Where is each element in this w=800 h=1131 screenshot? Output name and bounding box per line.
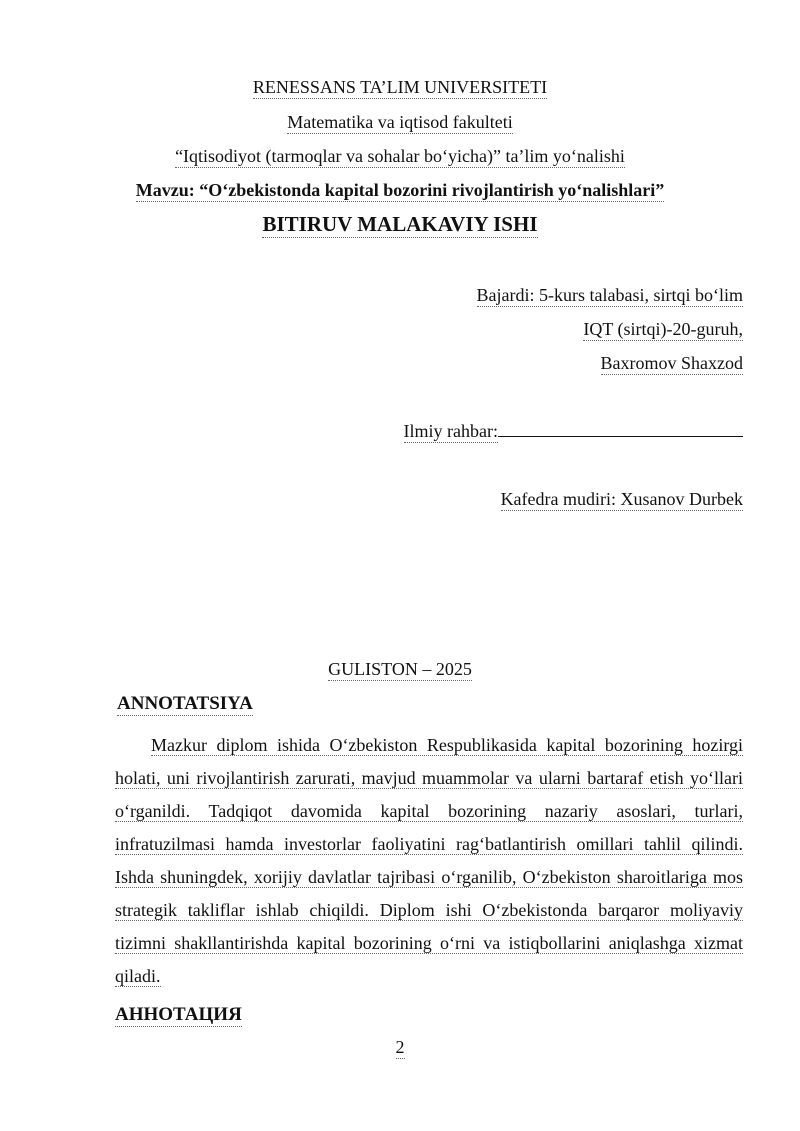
faculty-name: Matematika va iqtisod fakulteti xyxy=(287,112,513,132)
study-direction: “Iqtisodiyot (tarmoqlar va sohalar bo‘yicha)” ta’lim yo‘nalishi xyxy=(175,146,625,166)
university-name: RENESSANS TA’LIM UNIVERSITETI xyxy=(252,77,548,97)
thesis-topic: Mavzu: “O‘zbekistonda kapital bozorini rivojlantirish yo‘nalishlari” xyxy=(135,180,665,200)
page-number: 2 xyxy=(395,1037,405,1057)
signature-blank-line xyxy=(498,420,743,437)
city-year: GULISTON – 2025 xyxy=(328,659,472,679)
work-type-title: BITIRUV MALAKAVIY ISHI xyxy=(262,212,538,236)
author-name: Baxromov Shaxzod xyxy=(600,353,743,373)
author-line-1: Bajardi: 5-kurs talabasi, sirtqi bo‘lim xyxy=(476,285,743,305)
head-of-department: Kafedra mudiri: Xusanov Durbek xyxy=(500,489,743,509)
annotation-ru-heading: АННОТАЦИЯ xyxy=(115,1004,242,1025)
annotation-paragraph: Mazkur diplom ishida O‘zbekiston Respublikasida kapital bozorining hozirgi holati, uni rivojlantirish zarurati, mavjud muammolar va ularni bartaraf etish yo‘llari o‘rganildi. Tadqiqot davomida kapital bozorining nazariy asoslari, turlari, infratuzilmasi hamda investorlar faoliyatini rag‘batlantirish omillari tahlil qilindi. Ishda shuningdek, xorijiy davlatlar tajribasi o‘rganilib, O‘zbekiston sharoitlariga mos strategik takliflar ishlab chiqildi. Diplom ishi O‘zbekistonda barqaror moliyaviy tizimni shakllantirishda kapital bozorining o‘rni va istiqbollarini aniqlashga xizmat qiladi. xyxy=(115,735,743,986)
annotation-heading: ANNOTATSIYA xyxy=(117,693,253,714)
supervisor-label: Ilmiy rahbar: xyxy=(403,421,498,441)
supervisor-line xyxy=(404,420,743,442)
author-line-2: IQT (sirtqi)-20-guruh, xyxy=(583,319,743,339)
